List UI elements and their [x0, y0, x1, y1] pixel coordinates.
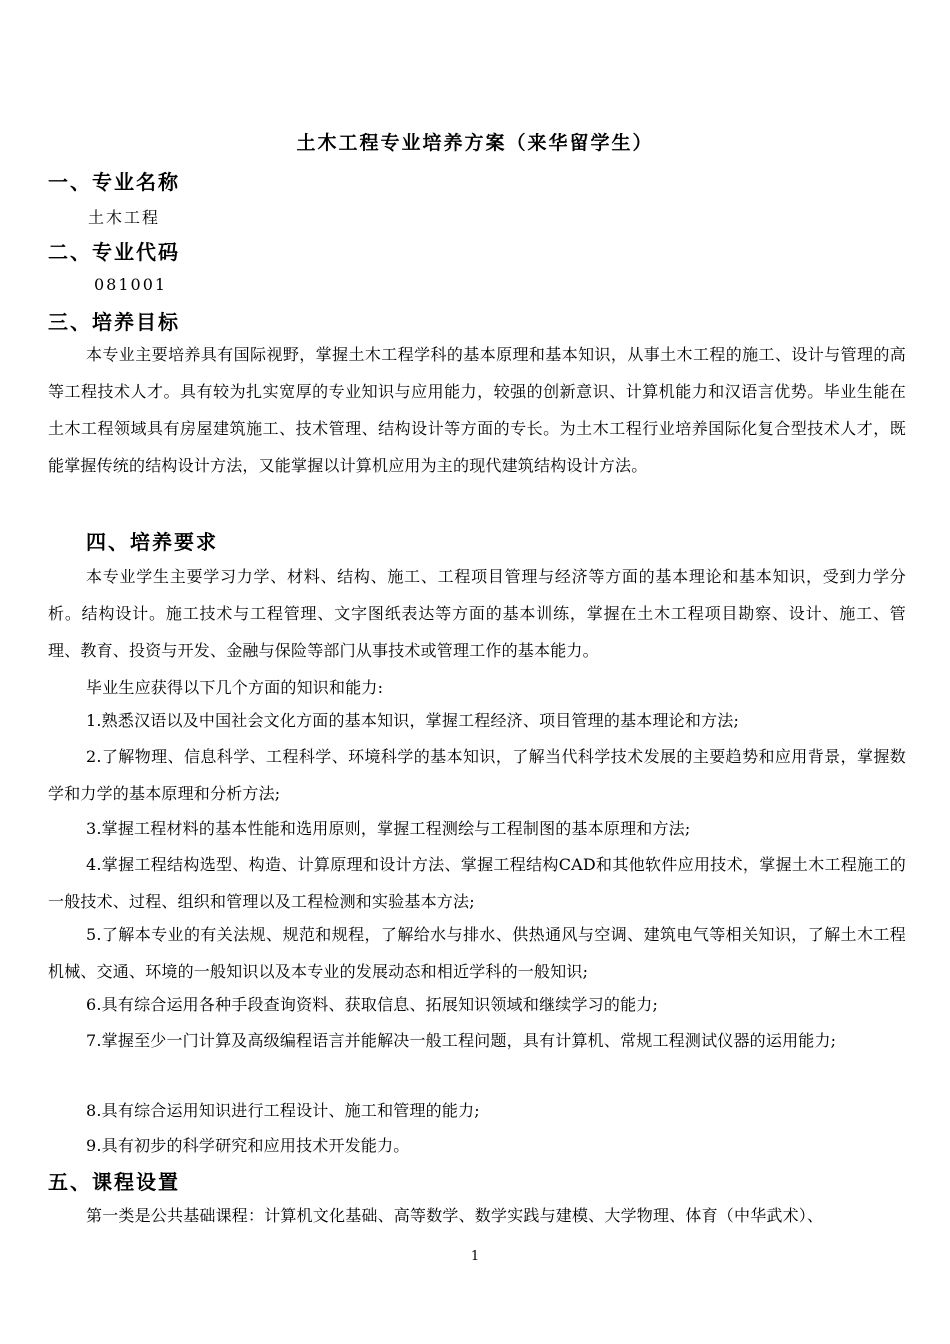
section-4-heading: 四、培养要求 — [86, 530, 218, 554]
section-1-heading: 一、专业名称 — [48, 170, 180, 194]
requirement-item: 8.具有综合运用知识进行工程设计、施工和管理的能力; — [86, 1101, 480, 1120]
requirements-lead: 毕业生应获得以下几个方面的知识和能力: — [86, 678, 384, 697]
requirement-item: 6.具有综合运用各种手段查询资料、获取信息、拓展知识领域和继续学习的能力; — [86, 995, 659, 1014]
major-name: 土木工程 — [88, 208, 161, 227]
requirement-item: 3.掌握工程材料的基本性能和选用原则，掌握工程测绘与工程制图的基本原理和方法; — [86, 819, 691, 838]
document-title: 土木工程专业培养方案（来华留学生） — [296, 132, 654, 154]
requirement-item: 2.了解物理、信息科学、工程科学、环境科学的基本知识，了解当代科学技术发展的主要趋势和应用背景，掌握数学和力学的基本原理和分析方法; — [48, 747, 906, 803]
requirement-item: 4.掌握工程结构选型、构造、计算原理和设计方法、掌握工程结构CAD和其他软件应用技术，掌握土木工程施工的一般技术、过程、组织和管理以及工程检测和实验基本方法; — [48, 855, 906, 911]
requirement-item: 9.具有初步的科学研究和应用技术开发能力。 — [86, 1136, 410, 1155]
section-2-heading: 二、专业代码 — [48, 240, 180, 264]
course-setting-paragraph: 第一类是公共基础课程：计算机文化基础、高等数学、数学实践与建模、大学物理、体育（中华武术）、 — [86, 1206, 824, 1225]
requirement-item: 1.熟悉汉语以及中国社会文化方面的基本知识，掌握工程经济、项目管理的基本理论和方法; — [86, 711, 740, 730]
requirement-item: 5.了解本专业的有关法规、规范和规程，了解给水与排水、供热通风与空调、建筑电气等相关知识，了解土木工程机械、交通、环境的一般知识以及本专业的发展动态和相近学科的一般知识; — [48, 925, 906, 981]
requirements-intro-paragraph: 本专业学生主要学习力学、材料、结构、施工、工程项目管理与经济等方面的基本理论和基本知识，受到力学分析。结构设计。施工技术与工程管理、文字图纸表达等方面的基本训练，掌握在土木工程项目勘察、设计、施工、管理、教育、投资与开发、金融与保险等部门从事技术或管理工作的基本能力。 — [48, 567, 906, 660]
section-5-heading: 五、课程设置 — [48, 1170, 180, 1194]
major-code: 081001 — [94, 275, 168, 294]
section-3-heading: 三、培养目标 — [48, 310, 180, 334]
page-number: 1 — [470, 1249, 480, 1264]
requirement-item: 7.掌握至少一门计算及高级编程语言并能解决一般工程问题，具有计算机、常规工程测试仪器的运用能力; — [86, 1031, 837, 1050]
training-objective-paragraph: 本专业主要培养具有国际视野，掌握土木工程学科的基本原理和基本知识，从事土木工程的施工、设计与管理的高等工程技术人才。具有较为扎实宽厚的专业知识与应用能力，较强的创新意识、计算机能力和汉语言优势。毕业生能在土木工程领域具有房屋建筑施工、技术管理、结构设计等方面的专长。为土木工程行业培养国际化复合型技术人才，既能掌握传统的结构设计方法，又能掌握以计算机应用为主的现代建筑结构设计方法。 — [48, 345, 906, 475]
